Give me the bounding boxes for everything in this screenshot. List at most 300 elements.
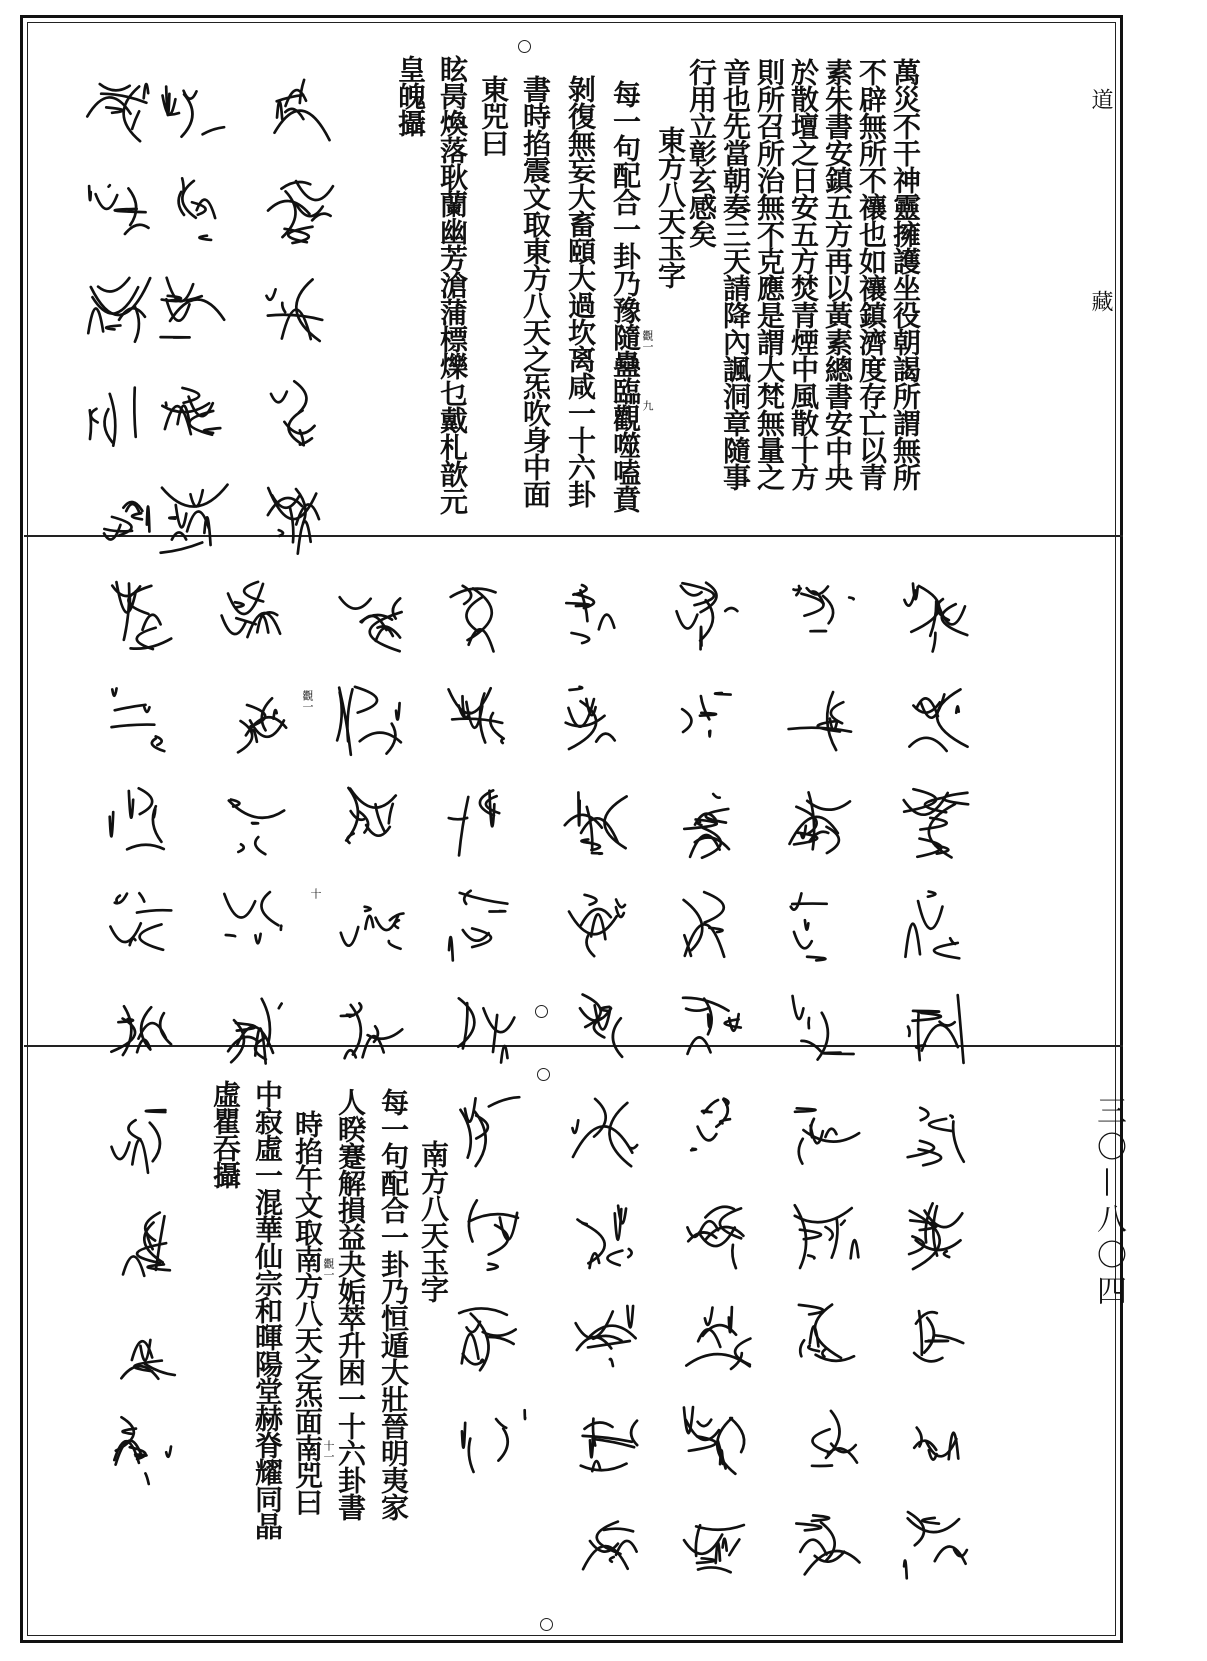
seal-script-glyph — [328, 987, 412, 1071]
seal-stroke — [129, 791, 133, 818]
seal-stroke — [696, 1525, 744, 1530]
seal-script-glyph — [780, 575, 864, 659]
seal-stroke — [469, 1439, 474, 1472]
seal-script-glyph — [780, 781, 864, 865]
seal-stroke — [920, 1108, 928, 1121]
seal-stroke — [489, 1225, 508, 1255]
seal-stroke — [812, 1429, 829, 1452]
seal-stroke — [106, 325, 120, 329]
circle-mark — [537, 1068, 550, 1081]
seal-script-glyph — [98, 781, 182, 865]
collation-note: 十一 — [322, 1440, 335, 1462]
seal-stroke — [698, 1329, 720, 1347]
seal-stroke — [720, 1450, 723, 1464]
seal-stroke — [449, 937, 453, 960]
seal-script-glyph — [895, 678, 979, 762]
seal-stroke — [132, 111, 139, 129]
seal-stroke — [697, 1558, 715, 1563]
seal-stroke — [704, 892, 724, 922]
seal-script-glyph — [100, 1100, 184, 1184]
seal-stroke — [355, 687, 377, 713]
seal-stroke — [169, 517, 177, 518]
seal-stroke — [812, 1515, 829, 1521]
collection-title-zang: 藏 — [1088, 290, 1113, 312]
seal-script-glyph — [785, 1502, 869, 1586]
seal-stroke — [799, 1139, 803, 1164]
seal-stroke — [490, 713, 503, 739]
seal-stroke — [123, 1006, 131, 1055]
seal-stroke — [366, 825, 390, 836]
circle-mark — [518, 40, 531, 53]
seal-script-glyph — [212, 987, 296, 1071]
seal-stroke — [376, 916, 398, 930]
seal-stroke — [698, 822, 701, 825]
seal-stroke — [705, 1308, 713, 1325]
seal-stroke — [449, 688, 491, 713]
seal-stroke — [139, 788, 152, 814]
seal-stroke — [581, 839, 589, 842]
seal-stroke — [460, 1110, 470, 1158]
seal-stroke — [170, 300, 224, 321]
seal-script-glyph — [555, 987, 639, 1071]
seal-stroke — [698, 1420, 712, 1426]
seal-stroke — [956, 706, 958, 712]
seal-stroke — [914, 1441, 936, 1450]
seal-stroke — [573, 1126, 632, 1157]
seal-stroke — [340, 597, 371, 608]
seal-stroke — [686, 1008, 709, 1011]
seal-stroke — [583, 1223, 605, 1263]
seal-script-glyph — [212, 781, 296, 865]
seal-stroke — [98, 278, 129, 292]
text-column: 剝復無妄大畜頤大過坎离咸一十六卦 — [564, 75, 597, 507]
seal-stroke — [501, 1046, 507, 1063]
seal-stroke — [799, 1305, 823, 1315]
collation-note: 觀一 — [322, 1258, 335, 1280]
seal-stroke — [146, 1110, 166, 1112]
seal-stroke — [290, 508, 293, 542]
text-column: 素朱書安鎮五方再以黃素總書安中央 — [821, 58, 854, 490]
seal-column — [100, 1100, 190, 1512]
seal-stroke — [613, 1018, 622, 1057]
seal-stroke — [592, 853, 602, 854]
text-column: 虛瞿吞攝 — [209, 1080, 242, 1188]
seal-script-glyph — [895, 1502, 979, 1586]
seal-stroke — [277, 101, 282, 119]
seal-stroke — [929, 1119, 953, 1131]
seal-script-glyph — [562, 1502, 646, 1586]
seal-stroke — [489, 1337, 513, 1344]
seal-script-glyph — [440, 575, 524, 659]
seal-stroke — [795, 1108, 816, 1112]
seal-stroke — [128, 586, 151, 614]
seal-stroke — [459, 797, 468, 855]
seal-script-glyph — [562, 1296, 646, 1380]
seal-stroke — [789, 728, 851, 732]
seal-stroke — [928, 892, 936, 897]
seal-stroke — [112, 1142, 130, 1159]
seal-stroke — [691, 1149, 696, 1151]
seal-stroke — [796, 1524, 821, 1531]
seal-stroke — [578, 793, 579, 826]
text-column: 每一句配合一卦乃恒遁大壯晉明夷家 — [377, 1088, 410, 1520]
circle-mark — [540, 1618, 553, 1631]
seal-script-glyph — [76, 374, 160, 458]
seal-stroke — [702, 828, 721, 858]
seal-stroke — [145, 1473, 148, 1484]
seal-stroke — [826, 1227, 833, 1240]
seal-script-glyph — [212, 575, 296, 659]
seal-stroke — [935, 1547, 966, 1564]
seal-stroke — [677, 611, 698, 628]
seal-script-glyph — [668, 575, 752, 659]
seal-script-glyph — [98, 678, 182, 762]
seal-script-glyph — [450, 1296, 534, 1380]
seal-script-glyph — [440, 987, 524, 1071]
seal-stroke — [182, 94, 193, 136]
seal-stroke — [462, 696, 464, 716]
seal-stroke — [150, 1123, 160, 1162]
seal-stroke — [123, 1256, 144, 1275]
text-column: 皇魄攝 — [394, 55, 427, 136]
seal-stroke — [451, 589, 496, 597]
seal-stroke — [795, 1205, 806, 1268]
seal-stroke — [572, 633, 590, 643]
seal-stroke — [851, 1240, 859, 1258]
text-column: 不辟無所不禳也如禳鎮濟度存亡以青 — [855, 58, 888, 490]
seal-column — [450, 1090, 540, 1502]
section-heading: 南方八天玉字 — [417, 1140, 450, 1302]
seal-stroke — [713, 794, 719, 798]
seal-script-glyph — [780, 987, 864, 1071]
seal-stroke — [610, 1359, 613, 1366]
seal-stroke — [908, 1027, 910, 1036]
seal-stroke — [161, 542, 203, 552]
seal-stroke — [807, 957, 825, 961]
seal-stroke — [483, 1329, 516, 1335]
seal-stroke — [359, 812, 368, 833]
seal-script-glyph — [895, 1296, 979, 1380]
seal-stroke — [695, 837, 729, 849]
seal-stroke — [128, 1120, 140, 1139]
seal-stroke — [389, 804, 393, 823]
seal-stroke — [96, 194, 118, 209]
collation-note: 十 — [309, 888, 322, 899]
seal-stroke — [725, 608, 737, 611]
seal-script-glyph — [100, 1203, 184, 1287]
seal-stroke — [459, 1308, 507, 1314]
collation-note: 觀一 — [641, 330, 654, 352]
seal-stroke — [616, 900, 625, 908]
seal-script-glyph — [328, 781, 412, 865]
seal-stroke — [469, 1214, 518, 1221]
seal-stroke — [88, 308, 103, 333]
seal-script-glyph — [440, 884, 524, 968]
seal-stroke — [723, 1539, 727, 1551]
seal-stroke — [463, 1003, 467, 1048]
seal-stroke — [725, 1019, 741, 1027]
seal-stroke — [501, 739, 502, 743]
seal-stroke — [271, 392, 287, 403]
seal-stroke — [950, 1116, 952, 1118]
seal-stroke — [488, 1264, 498, 1270]
seal-stroke — [823, 596, 833, 623]
seal-stroke — [182, 178, 183, 192]
text-column: 時掐午文取南方八天之炁面南兕曰 — [291, 1110, 324, 1515]
seal-stroke — [266, 289, 275, 299]
seal-column — [675, 1090, 765, 1605]
seal-script-glyph — [450, 1090, 534, 1174]
seal-script-glyph — [258, 271, 342, 355]
seal-stroke — [347, 833, 353, 842]
text-column: 東兕曰 — [477, 75, 510, 156]
seal-stroke — [794, 932, 812, 948]
seal-script-glyph — [785, 1090, 869, 1174]
section-heading: 東方八天玉字 — [654, 126, 687, 288]
seal-script-glyph — [675, 1399, 759, 1483]
seal-stroke — [720, 1208, 741, 1238]
seal-stroke — [933, 633, 936, 652]
seal-script-glyph — [100, 1306, 184, 1390]
seal-stroke — [909, 738, 946, 751]
seal-script-glyph — [212, 884, 296, 968]
seal-column — [562, 1090, 652, 1605]
seal-script-glyph — [785, 1193, 869, 1277]
seal-stroke — [109, 185, 110, 186]
seal-stroke — [596, 734, 615, 742]
seal-stroke — [920, 818, 946, 830]
seal-stroke — [166, 87, 169, 116]
seal-stroke — [801, 1041, 820, 1051]
seal-stroke — [199, 236, 211, 240]
seal-stroke — [594, 1099, 606, 1137]
seal-stroke — [376, 628, 393, 641]
seal-script-glyph — [258, 65, 342, 149]
seal-stroke — [584, 1423, 612, 1429]
seal-stroke — [89, 186, 91, 200]
seal-stroke — [922, 1025, 958, 1051]
seal-stroke — [154, 809, 155, 817]
seal-column — [895, 1090, 985, 1605]
seal-script-glyph — [555, 575, 639, 659]
seal-stroke — [296, 181, 333, 200]
seal-stroke — [572, 1120, 578, 1133]
seal-stroke — [365, 916, 373, 929]
seal-stroke — [279, 530, 283, 536]
seal-stroke — [905, 924, 920, 957]
seal-column — [785, 1090, 875, 1605]
seal-stroke — [116, 896, 119, 902]
seal-stroke — [261, 892, 278, 925]
seal-script-glyph — [258, 374, 342, 458]
seal-stroke — [235, 602, 244, 607]
seal-script-glyph — [555, 781, 639, 865]
seal-stroke — [483, 1008, 514, 1032]
seal-stroke — [144, 707, 149, 712]
seal-script-glyph — [668, 781, 752, 865]
seal-stroke — [924, 1318, 934, 1353]
seal-stroke — [132, 1140, 148, 1173]
seal-script-glyph — [440, 678, 524, 762]
seal-stroke — [607, 1251, 622, 1266]
text-column: 每一句配合一卦乃豫隨蠱臨觀噬嗑賁 — [609, 80, 642, 512]
seal-stroke — [112, 688, 116, 695]
seal-stroke — [255, 934, 260, 943]
seal-stroke — [800, 1540, 826, 1555]
seal-stroke — [166, 1447, 171, 1457]
seal-stroke — [466, 597, 481, 631]
seal-stroke — [709, 731, 710, 737]
seal-script-glyph — [555, 678, 639, 762]
seal-stroke — [156, 736, 162, 745]
seal-stroke — [462, 1334, 479, 1363]
seal-stroke — [139, 893, 144, 901]
seal-stroke — [922, 1518, 939, 1524]
seal-stroke — [587, 934, 595, 956]
seal-stroke — [226, 935, 235, 936]
collation-note: 觀一 — [301, 690, 314, 712]
seal-script-glyph — [98, 884, 182, 968]
seal-script-glyph — [212, 678, 296, 762]
seal-stroke — [115, 705, 146, 710]
seal-stroke — [822, 1348, 826, 1356]
seal-script-glyph — [562, 1090, 646, 1174]
seal-column — [440, 575, 530, 1090]
seal-script-glyph — [895, 1399, 979, 1483]
seal-script-glyph — [668, 678, 752, 762]
seal-stroke — [142, 615, 160, 630]
seal-stroke — [128, 188, 136, 225]
seal-stroke — [337, 692, 342, 740]
text-column: 書時掐震文取東方八天之炁吹身中面 — [519, 75, 552, 507]
seal-stroke — [585, 895, 597, 905]
seal-stroke — [498, 1429, 507, 1461]
seal-stroke — [389, 941, 401, 949]
seal-stroke — [496, 1419, 506, 1428]
seal-script-glyph — [76, 65, 160, 149]
seal-stroke — [793, 996, 804, 1019]
seal-stroke — [130, 939, 136, 946]
seal-stroke — [104, 525, 120, 540]
seal-script-glyph — [328, 575, 412, 659]
seal-stroke — [583, 1546, 628, 1569]
seal-script-glyph — [780, 678, 864, 762]
text-column: 於散壇之日安五方焚青煙中風散十方 — [787, 58, 820, 490]
seal-stroke — [255, 837, 265, 854]
seal-script-glyph — [785, 1296, 869, 1380]
seal-stroke — [569, 687, 582, 690]
seal-stroke — [229, 801, 284, 818]
page-number: 三〇—八〇四 — [1091, 1095, 1126, 1311]
seal-script-glyph — [76, 168, 160, 252]
text-column: 行用立彰玄感矣 — [685, 58, 718, 247]
seal-script-glyph — [895, 884, 979, 968]
seal-column — [780, 575, 870, 1090]
seal-stroke — [800, 1340, 804, 1356]
seal-script-glyph — [328, 884, 412, 968]
seal-script-glyph — [562, 1399, 646, 1483]
seal-stroke — [688, 1037, 711, 1053]
seal-script-glyph — [440, 781, 524, 865]
seal-stroke — [347, 689, 352, 741]
text-column: 中寂虛一混華仙宗和暉陽堂赫脊耀同晶 — [251, 1080, 284, 1539]
seal-stroke — [279, 1004, 282, 1009]
seal-stroke — [831, 702, 843, 723]
seal-stroke — [800, 1230, 821, 1239]
seal-stroke — [701, 627, 702, 649]
seal-stroke — [841, 1221, 845, 1225]
seal-stroke — [257, 616, 268, 632]
seal-stroke — [682, 709, 691, 732]
seal-stroke — [489, 1097, 519, 1106]
seal-stroke — [953, 1121, 964, 1161]
seal-stroke — [100, 84, 130, 90]
seal-stroke — [469, 629, 494, 651]
seal-stroke — [112, 725, 155, 728]
seal-script-glyph — [675, 1502, 759, 1586]
seal-stroke — [627, 1306, 633, 1327]
seal-script-glyph — [555, 884, 639, 968]
seal-script-glyph — [895, 987, 979, 1071]
seal-stroke — [698, 1127, 717, 1141]
seal-stroke — [914, 1353, 942, 1361]
seal-stroke — [849, 597, 853, 599]
seal-stroke — [268, 315, 322, 320]
seal-column — [98, 575, 188, 1090]
seal-stroke — [462, 1423, 465, 1448]
seal-stroke — [222, 615, 246, 634]
seal-script-glyph — [258, 477, 342, 561]
seal-stroke — [940, 1022, 955, 1026]
seal-stroke — [958, 995, 964, 1063]
seal-stroke — [134, 388, 135, 437]
seal-script-glyph — [450, 1193, 534, 1277]
seal-stroke — [698, 1567, 731, 1572]
seal-stroke — [610, 1557, 614, 1562]
seal-stroke — [396, 703, 400, 720]
text-column: 人睽蹇解損益夬姤萃升困一十六卦書 — [334, 1088, 367, 1520]
seal-script-glyph — [100, 1409, 184, 1493]
seal-script-glyph — [785, 1399, 869, 1483]
seal-stroke — [828, 1448, 857, 1462]
seal-stroke — [825, 1129, 836, 1137]
seal-stroke — [944, 1251, 949, 1257]
seal-script-glyph — [895, 1193, 979, 1277]
seal-stroke — [147, 507, 150, 532]
seal-stroke — [224, 894, 255, 918]
seal-stroke — [918, 901, 942, 929]
seal-stroke — [904, 1560, 907, 1578]
seal-stroke — [127, 845, 164, 850]
seal-stroke — [365, 907, 371, 911]
seal-column — [328, 575, 418, 1090]
seal-stroke — [282, 303, 285, 312]
seal-stroke — [599, 615, 614, 630]
collection-title-dao: 道 — [1088, 88, 1113, 110]
seal-stroke — [203, 127, 225, 134]
seal-script-glyph — [450, 1399, 534, 1483]
seal-script-glyph — [562, 1193, 646, 1277]
seal-script-glyph — [76, 271, 160, 355]
seal-script-glyph — [895, 781, 979, 865]
seal-script-glyph — [98, 987, 182, 1071]
seal-stroke — [148, 1264, 170, 1270]
seal-stroke — [110, 812, 113, 836]
seal-stroke — [204, 517, 210, 545]
seal-column — [76, 65, 166, 580]
seal-stroke — [368, 1029, 403, 1038]
seal-stroke — [565, 815, 602, 828]
